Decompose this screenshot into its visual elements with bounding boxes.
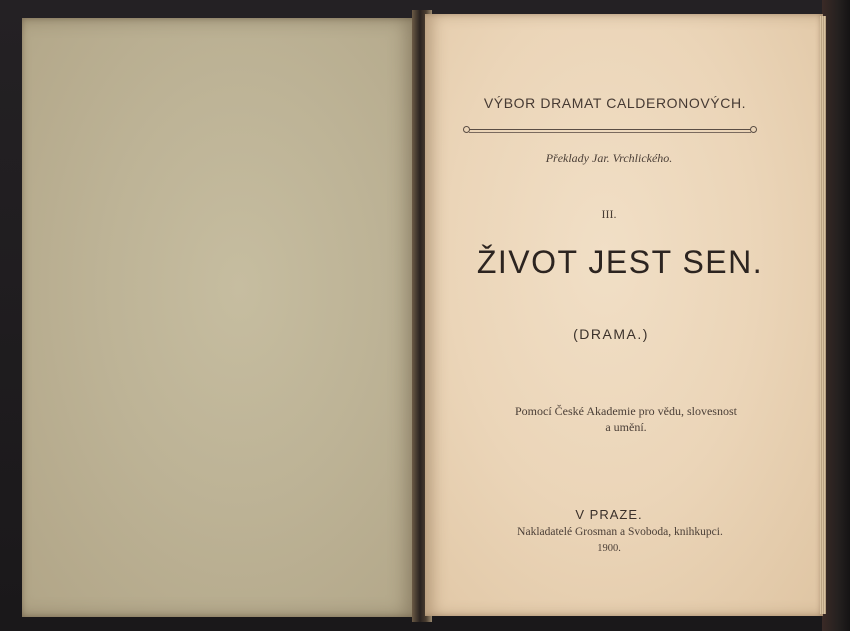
translator-credit: Překlady Jar. Vrchlického.	[545, 151, 673, 165]
book-title: ŽIVOT JEST SEN.	[476, 244, 764, 280]
book-binding-edge	[822, 0, 850, 631]
publication-place: V PRAZE.	[575, 507, 643, 522]
title-page-text	[425, 14, 823, 616]
rule-line	[469, 129, 751, 130]
rule-end-right-ornament	[750, 126, 757, 133]
support-note-line-2: a umění.	[605, 420, 647, 434]
genre-label: (DRAMA.)	[573, 326, 649, 342]
support-note-line-1: Pomocí České Akademie pro vědu, slovesnost	[515, 404, 737, 418]
rule-line-secondary	[469, 132, 751, 133]
left-page-blank	[22, 18, 417, 617]
volume-number: III.	[601, 207, 617, 221]
support-note	[461, 403, 791, 435]
publication-year: 1900.	[597, 543, 621, 554]
publisher-line: Nakladatelé Grosman a Svoboda, knihkupci.	[517, 526, 723, 538]
series-heading: VÝBOR DRAMAT CALDERONOVÝCH.	[483, 95, 747, 111]
decorative-rule	[463, 126, 757, 134]
